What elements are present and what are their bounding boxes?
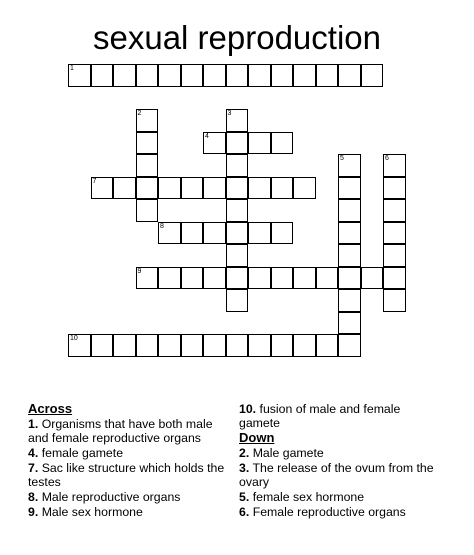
- across-heading: Across: [28, 401, 73, 416]
- grid-cell[interactable]: [136, 132, 159, 155]
- grid-cell[interactable]: [316, 267, 339, 290]
- grid-cell[interactable]: [383, 244, 406, 267]
- grid-cell[interactable]: [383, 289, 406, 312]
- grid-cell[interactable]: [181, 177, 204, 200]
- grid-cell[interactable]: [203, 177, 226, 200]
- grid-cell[interactable]: [271, 222, 294, 245]
- grid-cell[interactable]: [226, 199, 249, 222]
- grid-cell[interactable]: [383, 177, 406, 200]
- grid-cell[interactable]: [248, 334, 271, 357]
- grid-cell[interactable]: [226, 244, 249, 267]
- grid-cell[interactable]: [271, 64, 294, 87]
- grid-cell[interactable]: [203, 132, 226, 155]
- grid-cell[interactable]: [338, 244, 361, 267]
- grid-cell[interactable]: [383, 199, 406, 222]
- grid-cell[interactable]: [293, 267, 316, 290]
- grid-cell[interactable]: [136, 109, 159, 132]
- grid-cell[interactable]: [226, 109, 249, 132]
- clue-down-2: 2. Male gamete: [239, 446, 324, 460]
- grid-cell[interactable]: [226, 289, 249, 312]
- grid-cell[interactable]: [91, 64, 114, 87]
- cell-number: 9: [137, 267, 142, 275]
- grid-cell[interactable]: [338, 64, 361, 87]
- grid-cell[interactable]: [226, 154, 249, 177]
- clue-across-4: 4. female gamete: [28, 446, 124, 460]
- clue-across-7: 7. Sac like structure which holds the testes: [28, 461, 225, 489]
- grid-cell[interactable]: [158, 222, 181, 245]
- grid-cell[interactable]: [383, 154, 406, 177]
- grid-cell[interactable]: [203, 334, 226, 357]
- grid-cell[interactable]: [338, 154, 361, 177]
- clues-left-column: [28, 400, 228, 520]
- grid-cell[interactable]: [293, 334, 316, 357]
- grid-cell[interactable]: [181, 64, 204, 87]
- grid-cell[interactable]: [68, 64, 91, 87]
- grid-cell[interactable]: [136, 199, 159, 222]
- grid-cell[interactable]: [361, 64, 384, 87]
- down-heading: Down: [239, 430, 275, 445]
- clue-down-3: 3. The release of the ovum from the ovary: [239, 461, 434, 489]
- clue-across-10: 10. fusion of male and female gamete: [239, 402, 401, 430]
- cell-number: 6: [385, 155, 389, 162]
- grid-cell[interactable]: [316, 64, 339, 87]
- grid-cell[interactable]: [113, 177, 136, 200]
- grid-cell[interactable]: [136, 267, 159, 290]
- clue-across-8: 8. Male reproductive organs: [28, 490, 181, 504]
- grid-cell[interactable]: [226, 177, 249, 200]
- clue-down-5: 5. female sex hormone: [239, 490, 365, 504]
- grid-cell[interactable]: [181, 222, 204, 245]
- cell-number: 5: [340, 155, 344, 162]
- puzzle-title: sexual reproduction: [92, 19, 381, 56]
- cell-number: 2: [137, 110, 142, 117]
- grid-cell[interactable]: [181, 334, 204, 357]
- grid-cell[interactable]: [226, 64, 249, 87]
- grid-cell[interactable]: [338, 199, 361, 222]
- grid-cell[interactable]: [91, 177, 114, 200]
- grid-cell[interactable]: [383, 267, 406, 290]
- clue-down-6: 6. Female reproductive organs: [239, 505, 406, 519]
- grid-cell[interactable]: [226, 334, 249, 357]
- grid-cell[interactable]: [158, 177, 181, 200]
- grid-cell[interactable]: [203, 267, 226, 290]
- grid-cell[interactable]: [203, 64, 226, 87]
- cell-number: 1: [70, 65, 74, 72]
- grid-cell[interactable]: [136, 64, 159, 87]
- grid-cell[interactable]: [136, 334, 159, 357]
- cell-number: 10: [70, 335, 78, 342]
- cell-number: 8: [160, 222, 164, 230]
- grid-cell[interactable]: [293, 64, 316, 87]
- grid-cell[interactable]: [136, 154, 159, 177]
- clue-across-9: 9. Male sex hormone: [28, 505, 143, 519]
- cell-number: 4: [205, 132, 209, 140]
- grid-cell[interactable]: [158, 334, 181, 357]
- grid-cell[interactable]: [248, 222, 271, 245]
- grid-cell[interactable]: [383, 222, 406, 245]
- grid-cell[interactable]: [361, 267, 384, 290]
- grid-cell[interactable]: [248, 132, 271, 155]
- grid-cell[interactable]: [248, 267, 271, 290]
- grid-cell[interactable]: [338, 267, 361, 290]
- grid-cell[interactable]: [271, 267, 294, 290]
- grid-cell[interactable]: [338, 222, 361, 245]
- grid-cell[interactable]: [113, 334, 136, 357]
- grid-cell[interactable]: [91, 334, 114, 357]
- grid-cell[interactable]: [203, 222, 226, 245]
- grid-cell[interactable]: [68, 334, 91, 357]
- grid-cell[interactable]: [338, 312, 361, 335]
- grid-cell[interactable]: [226, 222, 249, 245]
- grid-cell[interactable]: [338, 289, 361, 312]
- cell-number: 7: [92, 177, 97, 185]
- grid-cell[interactable]: [248, 177, 271, 200]
- grid-cell[interactable]: [226, 132, 249, 155]
- clues-right-column: [239, 400, 439, 520]
- grid-cell[interactable]: [338, 334, 361, 357]
- grid-cell[interactable]: [113, 64, 136, 87]
- grid-cell[interactable]: [248, 64, 271, 87]
- grid-cell[interactable]: [338, 177, 361, 200]
- grid-cell[interactable]: [181, 267, 204, 290]
- grid-cell[interactable]: [271, 177, 294, 200]
- clue-across-1: 1. Organisms that have both male and female reproductive organs: [28, 417, 213, 445]
- grid-cell[interactable]: [158, 267, 181, 290]
- grid-cell[interactable]: [136, 177, 159, 200]
- grid-cell[interactable]: [158, 64, 181, 87]
- grid-cell[interactable]: [271, 132, 294, 155]
- grid-cell[interactable]: [316, 334, 339, 357]
- cell-number: 3: [227, 110, 232, 117]
- grid-cell[interactable]: [271, 334, 294, 357]
- grid-cell[interactable]: [293, 177, 316, 200]
- grid-cell[interactable]: [226, 267, 249, 290]
